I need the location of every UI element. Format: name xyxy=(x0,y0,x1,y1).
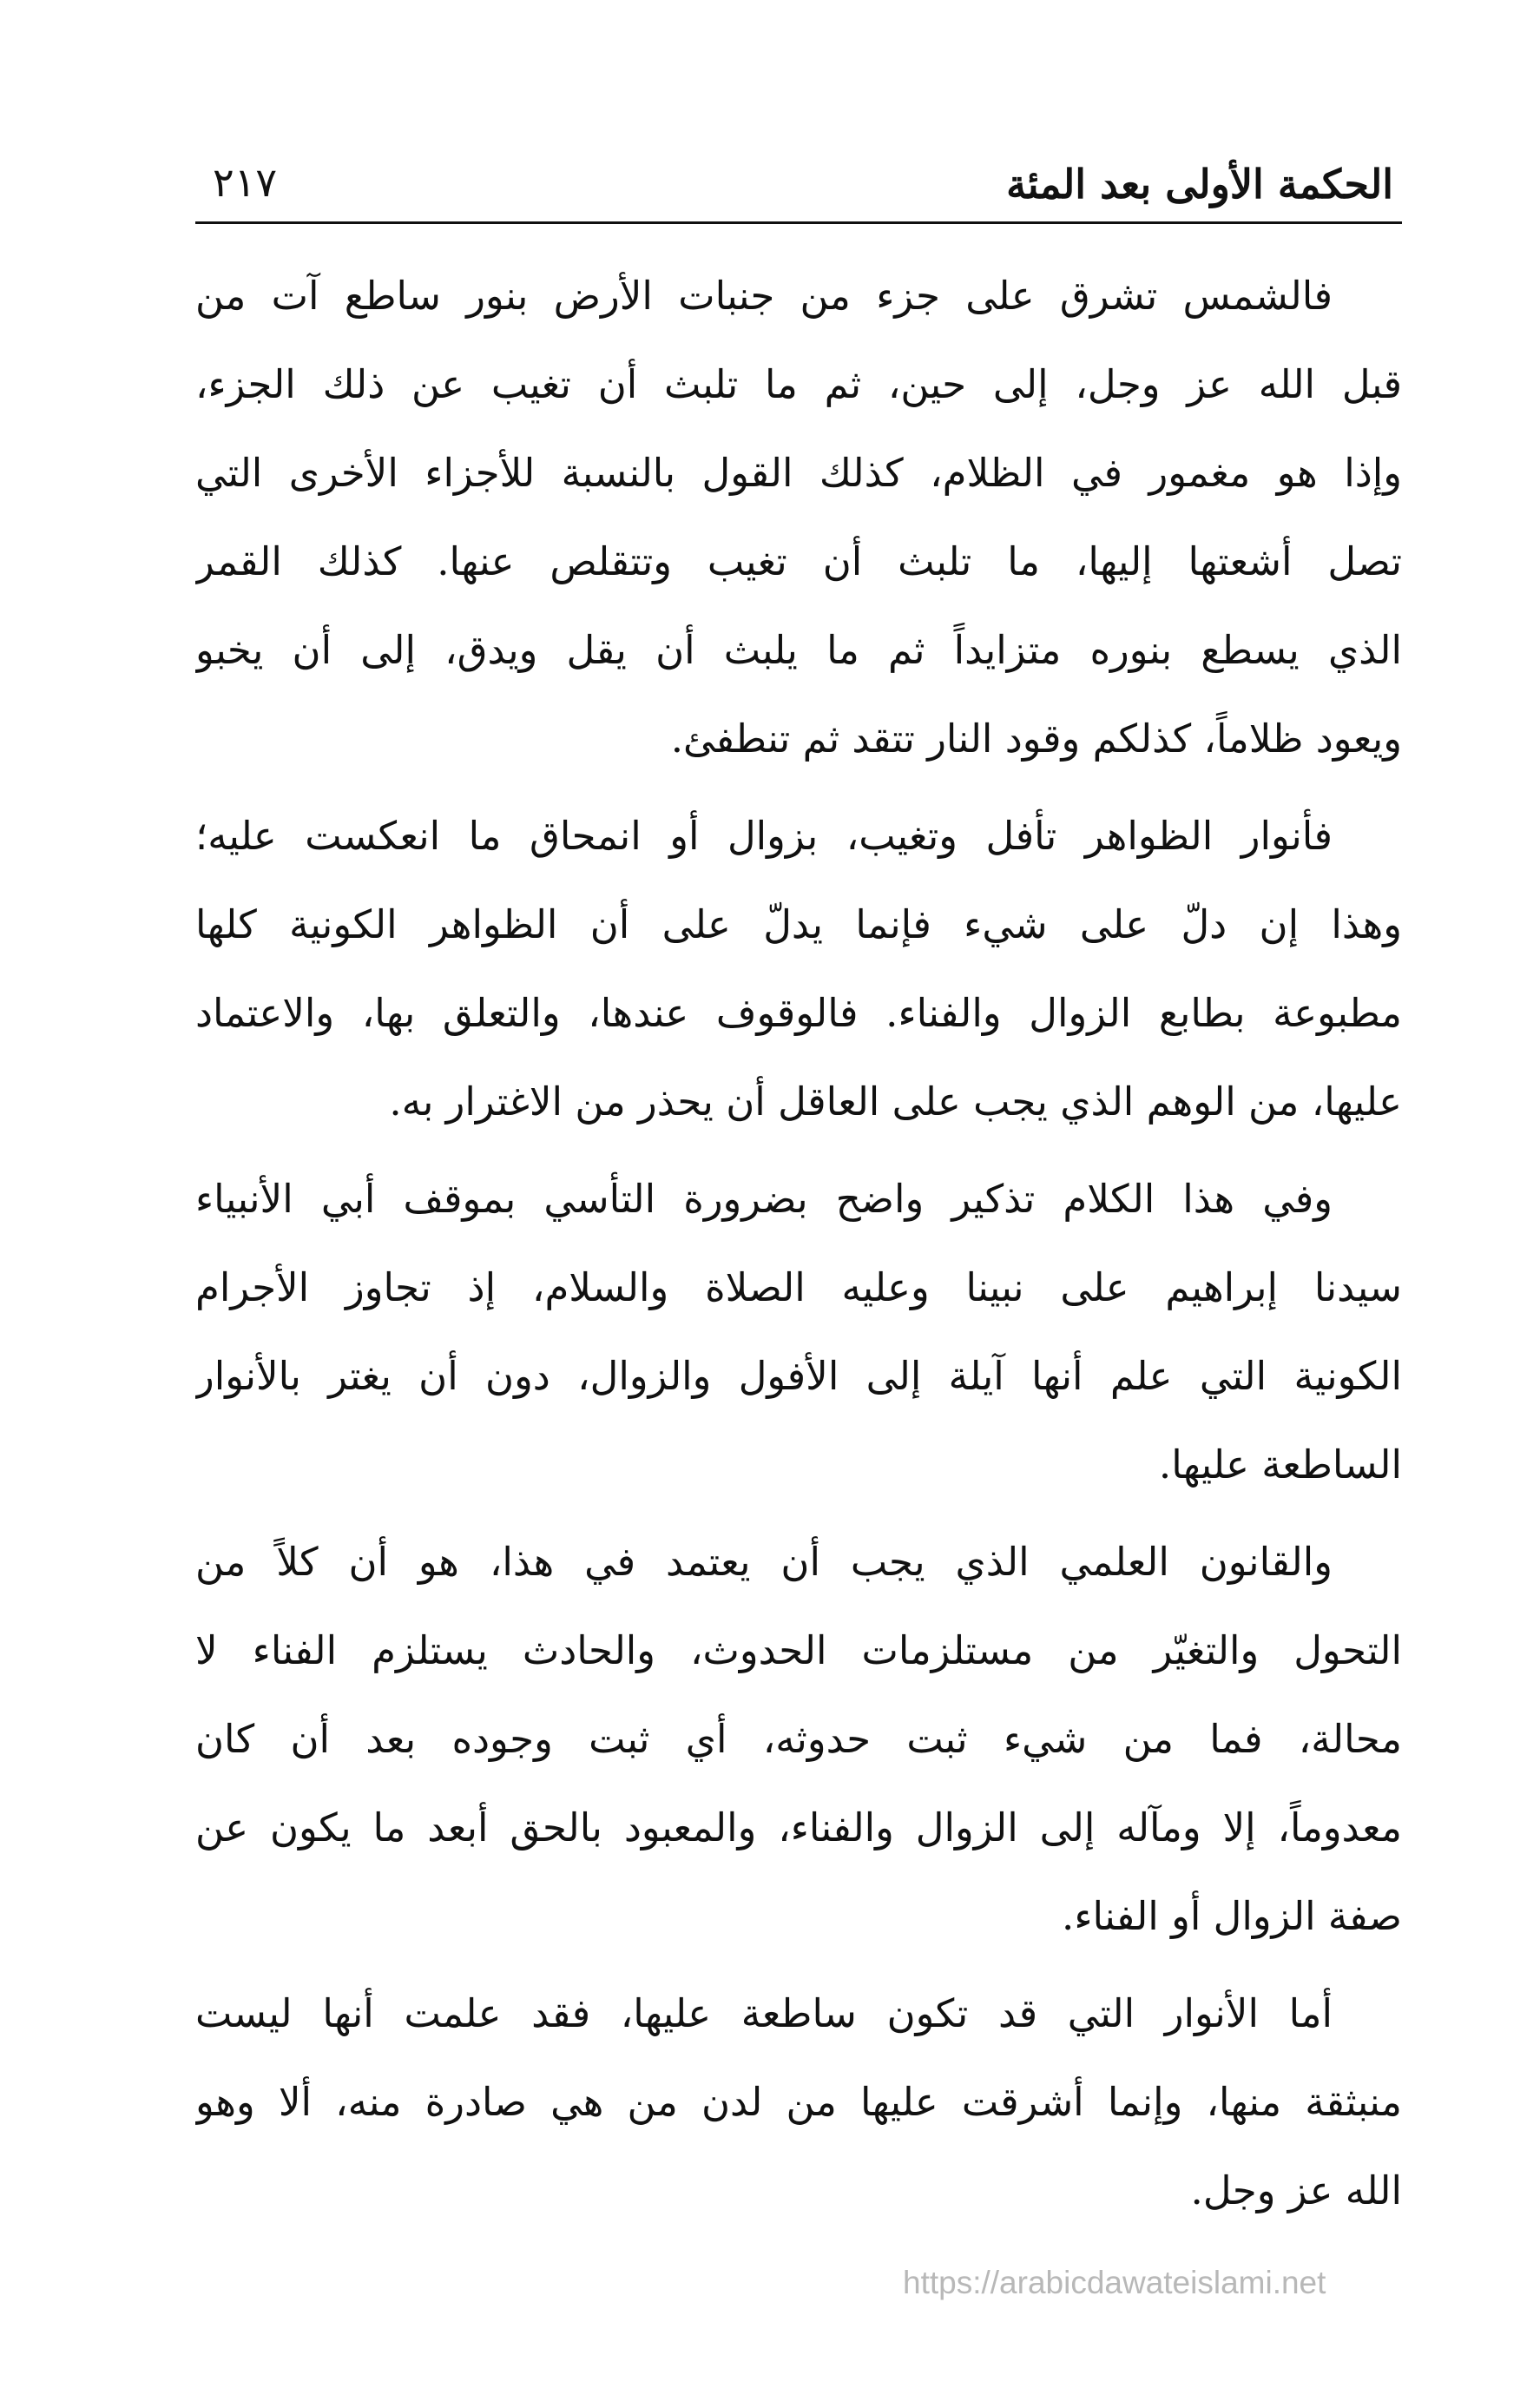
text-line: الكونية التي علم أنها آيلة إلى الأفول والزوال، دون أن يغتر بالأنوار xyxy=(195,1353,1402,1399)
chapter-title: الحكمة الأولى بعد المئة xyxy=(1006,161,1393,208)
paragraph xyxy=(195,1518,1402,1961)
text-line: سيدنا إبراهيم على نبينا وعليه الصلاة والسلام، إذ تجاوز الأجرام xyxy=(195,1264,1402,1310)
text-line: قبل الله عز وجل، إلى حين، ثم ما تلبث أن تغيب عن ذلك الجزء، xyxy=(195,361,1402,407)
watermark-url: https://arabicdawateislami.net xyxy=(903,2265,1326,2300)
page-header xyxy=(195,152,1402,224)
page-number: ٢١٧ xyxy=(213,159,278,206)
text-line: فأنوار الظواهر تأفل وتغيب، بزوال أو انمحاق ما انعكست عليه؛ xyxy=(195,813,1333,859)
text-line: محالة، فما من شيء ثبت حدوثه، أي ثبت وجوده بعد أن كان xyxy=(195,1716,1402,1762)
text-line: وإذا هو مغمور في الظلام، كذلك القول بالنسبة للأجزاء الأخرى التي xyxy=(195,450,1402,496)
body-text xyxy=(195,252,1402,2244)
text-line: الساطعة عليها. xyxy=(1158,1442,1402,1488)
text-line: الذي يسطع بنوره متزايداً ثم ما يلبث أن يقل ويدق، إلى أن يخبو xyxy=(195,627,1402,673)
text-line: فالشمس تشرق على جزء من جنبات الأرض بنور ساطع آت من xyxy=(195,273,1333,319)
text-line: وهذا إن دلّ على شيء فإنما يدلّ على أن الظواهر الكونية كلها xyxy=(195,901,1402,947)
paragraph xyxy=(195,1155,1402,1509)
text-line: تصل أشعتها إليها، ما تلبث أن تغيب وتتقلص عنها. كذلك القمر xyxy=(195,538,1402,584)
text-line: ويعود ظلاماً، كذلكم وقود النار تتقد ثم تنطفئ. xyxy=(670,716,1402,762)
text-line: منبثقة منها، وإنما أشرقت عليها من لدن من هي صادرة منه، ألا وهو xyxy=(195,2079,1402,2125)
text-line: مطبوعة بطابع الزوال والفناء. فالوقوف عندها، والتعلق بها، والاعتماد xyxy=(195,990,1402,1036)
paragraph xyxy=(195,792,1402,1146)
paragraph xyxy=(195,252,1402,783)
text-line: التحول والتغيّر من مستلزمات الحدوث، والحادث يستلزم الفناء لا xyxy=(195,1627,1402,1673)
text-line: معدوماً، إلا ومآله إلى الزوال والفناء، والمعبود بالحق أبعد ما يكون عن xyxy=(195,1804,1402,1851)
text-line: أما الأنوار التي قد تكون ساطعة عليها، فقد علمت أنها ليست xyxy=(195,1990,1333,2036)
text-line: صفة الزوال أو الفناء. xyxy=(1062,1893,1402,1939)
text-line: الله عز وجل. xyxy=(1190,2167,1402,2213)
paragraph xyxy=(195,1969,1402,2235)
text-line: وفي هذا الكلام تذكير واضح بضرورة التأسي بموقف أبي الأنبياء xyxy=(195,1176,1333,1222)
text-line: والقانون العلمي الذي يجب أن يعتمد في هذا، هو أن كلاً من xyxy=(195,1539,1333,1585)
text-line: عليها، من الوهم الذي يجب على العاقل أن يحذر من الاغترار به. xyxy=(389,1079,1402,1125)
